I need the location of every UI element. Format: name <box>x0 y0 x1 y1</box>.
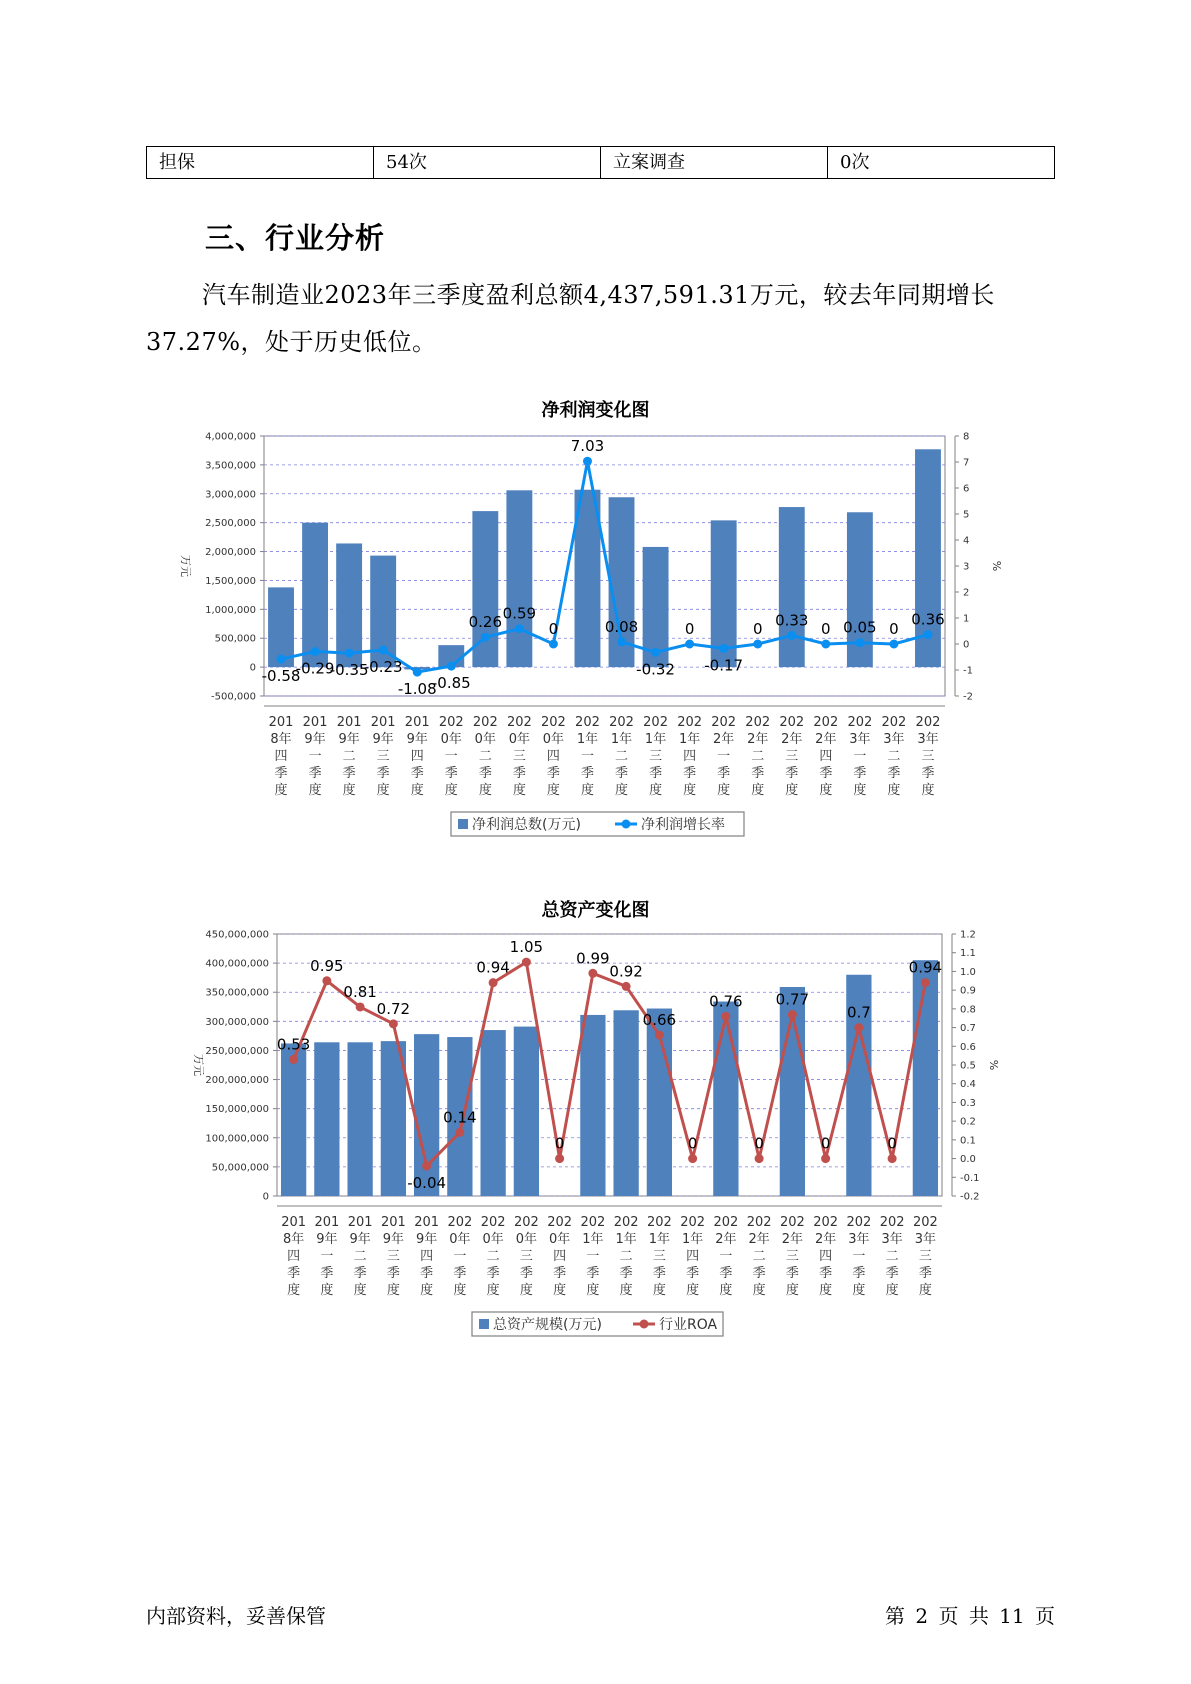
data-label: -0.32 <box>636 660 675 679</box>
line-point <box>489 978 498 987</box>
y-left-tick-label: 0 <box>262 1191 269 1203</box>
y-right-tick-label: 0.8 <box>960 1004 976 1016</box>
table-cell-value: 0次 <box>828 147 1055 179</box>
data-label: 0 <box>821 620 831 638</box>
line-point <box>719 644 728 653</box>
line-point <box>889 640 898 649</box>
line-point <box>787 631 796 640</box>
y-left-tick-label: 50,000,000 <box>211 1162 269 1174</box>
data-label: 0.77 <box>775 990 810 1009</box>
y-right-tick-label: 0.1 <box>960 1135 976 1147</box>
data-label: 0.59 <box>502 604 537 623</box>
info-table <box>146 146 1055 179</box>
legend-bar-swatch <box>458 819 468 829</box>
y-left-tick-label: 100,000,000 <box>205 1133 269 1145</box>
chart-title-total-assets: 总资产变化图 <box>541 900 650 921</box>
x-tick-label: 201 9年二季度 <box>336 715 362 798</box>
y-right-tick-label: 1.0 <box>960 966 976 978</box>
x-tick-label: 202 3年二季度 <box>881 715 907 798</box>
data-label: 0 <box>548 620 559 638</box>
y-left-tick-label: -500,000 <box>211 691 256 703</box>
table-cell-value: 54次 <box>374 147 601 179</box>
line-point <box>413 668 422 677</box>
line-point <box>617 637 626 646</box>
data-label: 0 <box>684 620 695 638</box>
x-tick-label: 202 3年一季度 <box>846 1215 872 1298</box>
y-right-tick-label: 5 <box>963 509 970 521</box>
analysis-paragraph: 汽车制造业2023年三季度盈利总额4,437,591.31万元，较去年同期增长37.27%，处于历史低位。 <box>146 281 995 356</box>
x-tick-label: 202 1年四季度 <box>680 1215 706 1298</box>
x-tick-label: 202 0年一季度 <box>438 715 464 798</box>
y-right-tick-label: 0.6 <box>960 1041 976 1053</box>
y-right-tick-label: 1 <box>963 613 970 625</box>
line-point <box>888 1154 897 1163</box>
x-tick-label: 202 2年四季度 <box>813 1215 839 1298</box>
x-tick-label: 202 3年二季度 <box>879 1215 905 1298</box>
chart-title-net-profit: 净利润变化图 <box>541 400 650 421</box>
bar <box>913 960 938 1196</box>
line-point <box>788 1010 797 1019</box>
y-right-tick-label: 3 <box>963 561 970 573</box>
x-tick-label: 202 0年四季度 <box>541 715 566 798</box>
legend-line-label: 行业ROA <box>659 1317 718 1333</box>
x-tick-label: 201 9年二季度 <box>347 1215 373 1298</box>
footer-page-number: 第 2 页 共 11 页 <box>885 1604 1055 1628</box>
line-point <box>356 1002 365 1011</box>
table-cell-label: 立案调查 <box>601 147 828 179</box>
x-tick-label: 202 3年一季度 <box>847 715 873 798</box>
y-left-tick-label: 1,000,000 <box>205 604 256 616</box>
line-point <box>855 638 864 647</box>
y-right-tick-label: 2 <box>963 587 970 599</box>
x-tick-label: 202 0年四季度 <box>547 1215 573 1298</box>
bar <box>613 1010 638 1196</box>
x-tick-label: 202 2年三季度 <box>779 1215 805 1298</box>
data-label: -0.35 <box>329 661 369 680</box>
y-right-axis-title: % <box>987 1059 1000 1071</box>
line-point <box>481 633 490 642</box>
line-point <box>549 640 558 649</box>
y-right-axis-title: % <box>990 560 1003 572</box>
y-right-tick-label: 0.3 <box>960 1097 976 1109</box>
y-right-tick-label: 1.2 <box>960 929 976 941</box>
line-point <box>688 1154 697 1163</box>
line-point <box>685 640 694 649</box>
legend-bar-label: 净利润总数(万元) <box>472 817 581 833</box>
x-tick-label: 202 1年一季度 <box>580 1215 606 1298</box>
data-label: 0 <box>687 1134 698 1153</box>
bar <box>281 1043 306 1196</box>
bar <box>506 490 532 667</box>
line-point <box>515 624 524 633</box>
y-right-tick-label: 0.7 <box>960 1023 976 1035</box>
legend-line-marker <box>640 1320 649 1329</box>
table-row <box>147 147 1055 179</box>
x-tick-label: 202 0年二季度 <box>472 715 498 798</box>
x-tick-label: 202 3年三季度 <box>915 715 941 798</box>
x-tick-label: 202 0年三季度 <box>513 1215 539 1298</box>
bar <box>414 1034 439 1196</box>
line-point <box>588 969 597 978</box>
data-label: 0.66 <box>642 1011 677 1030</box>
y-right-tick-label: 8 <box>963 431 970 443</box>
data-label: 0.08 <box>604 617 639 636</box>
y-right-tick-label: -1 <box>963 665 973 677</box>
data-label: 0 <box>754 1134 764 1153</box>
x-tick-label: 201 9年三季度 <box>380 1215 406 1298</box>
data-label: -0.85 <box>431 674 471 693</box>
line-point <box>651 648 660 657</box>
line-point <box>522 958 531 967</box>
bar <box>347 1042 372 1196</box>
x-tick-label: 202 3年三季度 <box>912 1215 938 1298</box>
y-left-tick-label: 2,000,000 <box>205 547 256 559</box>
x-tick-label: 201 8年四季度 <box>281 1215 307 1298</box>
line-point <box>289 1055 298 1064</box>
legend-bar-label: 总资产规模(万元) <box>493 1317 602 1333</box>
bar <box>302 523 328 667</box>
line-point <box>622 982 631 991</box>
y-right-tick-label: 0.9 <box>960 985 976 997</box>
x-tick-label: 201 8年四季度 <box>268 715 294 798</box>
net-profit-chart <box>0 424 1191 849</box>
y-left-tick-label: 250,000,000 <box>205 1045 269 1057</box>
table-cell-label: 担保 <box>147 147 374 179</box>
data-label: 0.81 <box>343 982 377 1001</box>
bar <box>580 1015 605 1196</box>
y-left-tick-label: 200,000,000 <box>205 1075 269 1087</box>
y-right-tick-label: 6 <box>963 483 970 495</box>
x-tick-label: 202 1年三季度 <box>643 715 668 798</box>
data-label: 7.03 <box>570 437 605 456</box>
data-label: 0.94 <box>908 958 943 977</box>
y-left-tick-label: 1,500,000 <box>205 575 256 587</box>
bar <box>713 1002 738 1196</box>
line-point <box>655 1031 664 1040</box>
bar <box>480 1030 505 1196</box>
data-label: 0.05 <box>843 618 877 637</box>
line-point <box>555 1154 564 1163</box>
x-tick-label: 202 0年二季度 <box>480 1215 506 1298</box>
y-left-tick-label: 3,500,000 <box>205 460 256 472</box>
y-right-tick-label: 0.5 <box>960 1060 976 1072</box>
bar <box>314 1042 339 1196</box>
x-tick-label: 202 2年四季度 <box>813 715 839 798</box>
data-label: 0.99 <box>576 949 610 968</box>
x-tick-label: 202 2年二季度 <box>746 1215 772 1298</box>
y-right-tick-label: -2 <box>963 691 973 703</box>
line-point <box>455 1128 464 1137</box>
line-point <box>753 640 762 649</box>
line-point <box>583 457 592 466</box>
bar <box>514 1027 539 1196</box>
line-point <box>322 976 331 985</box>
x-tick-label: 201 9年四季度 <box>414 1215 440 1298</box>
x-tick-label: 202 2年一季度 <box>713 1215 739 1298</box>
data-label: -0.17 <box>704 656 744 675</box>
x-tick-label: 201 9年四季度 <box>404 715 430 798</box>
total-assets-chart <box>0 924 1191 1349</box>
data-label: 0 <box>752 620 763 638</box>
line-point <box>447 662 456 671</box>
y-right-tick-label: -0.1 <box>960 1172 980 1184</box>
data-label: -0.23 <box>363 657 403 676</box>
y-left-tick-label: 400,000,000 <box>205 958 269 970</box>
line-point <box>311 647 320 656</box>
data-label: 0.14 <box>443 1108 477 1127</box>
data-label: -1.08 <box>397 680 437 699</box>
x-tick-label: 202 2年一季度 <box>711 715 737 798</box>
x-tick-label: 201 9年三季度 <box>370 715 396 798</box>
line-point <box>345 649 354 658</box>
data-label: 0.92 <box>609 962 643 981</box>
y-right-tick-label: 4 <box>963 535 970 547</box>
y-left-tick-label: 350,000,000 <box>205 987 269 999</box>
data-label: 0 <box>554 1134 565 1153</box>
data-label: 0.36 <box>911 610 945 629</box>
data-label: 0.53 <box>276 1035 311 1054</box>
bar <box>779 507 805 667</box>
y-left-tick-label: 450,000,000 <box>205 929 269 941</box>
y-left-tick-label: 4,000,000 <box>205 431 256 443</box>
x-tick-label: 202 1年一季度 <box>575 715 600 798</box>
y-right-tick-label: 0.4 <box>960 1079 976 1091</box>
x-tick-label: 202 2年二季度 <box>745 715 771 798</box>
y-right-tick-label: 0.2 <box>960 1116 976 1128</box>
y-left-tick-label: 0 <box>249 662 256 674</box>
line-point <box>821 640 830 649</box>
y-right-tick-label: 7 <box>963 457 970 469</box>
y-left-tick-label: 2,500,000 <box>205 518 256 530</box>
y-left-tick-label: 500,000 <box>214 633 256 645</box>
data-label: 0.26 <box>468 613 503 632</box>
data-label: 0 <box>887 1134 897 1153</box>
bar <box>336 543 362 667</box>
data-label: 0.95 <box>310 956 344 975</box>
line-point <box>821 1154 830 1163</box>
data-label: 0.72 <box>376 999 411 1018</box>
line-point <box>755 1154 764 1163</box>
legend-bar-swatch <box>479 1319 489 1329</box>
line-point <box>721 1012 730 1021</box>
line-point <box>277 655 286 664</box>
y-left-axis-title: 万元 <box>179 555 192 577</box>
y-right-tick-label: 0 <box>963 639 970 651</box>
line-point <box>389 1019 398 1028</box>
y-left-tick-label: 300,000,000 <box>205 1016 269 1028</box>
line-point <box>921 978 930 987</box>
x-tick-label: 202 2年三季度 <box>779 715 805 798</box>
x-tick-label: 202 0年一季度 <box>447 1215 473 1298</box>
data-label: 0.33 <box>775 611 809 630</box>
x-tick-label: 202 1年三季度 <box>646 1215 672 1298</box>
section-title: 三、行业分析 <box>205 221 386 255</box>
x-tick-label: 202 1年二季度 <box>613 1215 639 1298</box>
line-point <box>379 645 388 654</box>
data-label: 0 <box>889 620 899 638</box>
x-tick-label: 202 0年三季度 <box>506 715 532 798</box>
y-left-axis-title: 万元 <box>192 1054 205 1076</box>
legend-line-label: 净利润增长率 <box>641 817 725 833</box>
y-left-tick-label: 150,000,000 <box>205 1104 269 1116</box>
data-label: -0.29 <box>295 659 335 678</box>
line-point <box>422 1162 431 1171</box>
y-left-tick-label: 3,000,000 <box>205 489 256 501</box>
data-label: -0.58 <box>261 667 301 686</box>
x-tick-label: 202 1年四季度 <box>677 715 703 798</box>
line-point <box>923 630 932 639</box>
x-tick-label: 202 1年二季度 <box>609 715 634 798</box>
data-label: -0.04 <box>407 1174 447 1193</box>
y-right-tick-label: 0.0 <box>960 1154 976 1166</box>
data-label: 0.94 <box>476 958 510 977</box>
y-right-tick-label: 1.1 <box>960 948 976 960</box>
x-tick-label: 201 9年一季度 <box>302 715 328 798</box>
data-label: 1.05 <box>509 938 544 957</box>
line-point <box>854 1023 863 1032</box>
data-label: 0.76 <box>709 992 743 1011</box>
y-right-tick-label: -0.2 <box>960 1191 980 1203</box>
legend-line-marker <box>622 820 631 829</box>
footer-confidential: 内部资料，妥善保管 <box>146 1604 326 1628</box>
data-label: 0 <box>820 1134 831 1153</box>
x-tick-label: 201 9年一季度 <box>314 1215 340 1298</box>
data-label: 0.7 <box>846 1003 871 1022</box>
